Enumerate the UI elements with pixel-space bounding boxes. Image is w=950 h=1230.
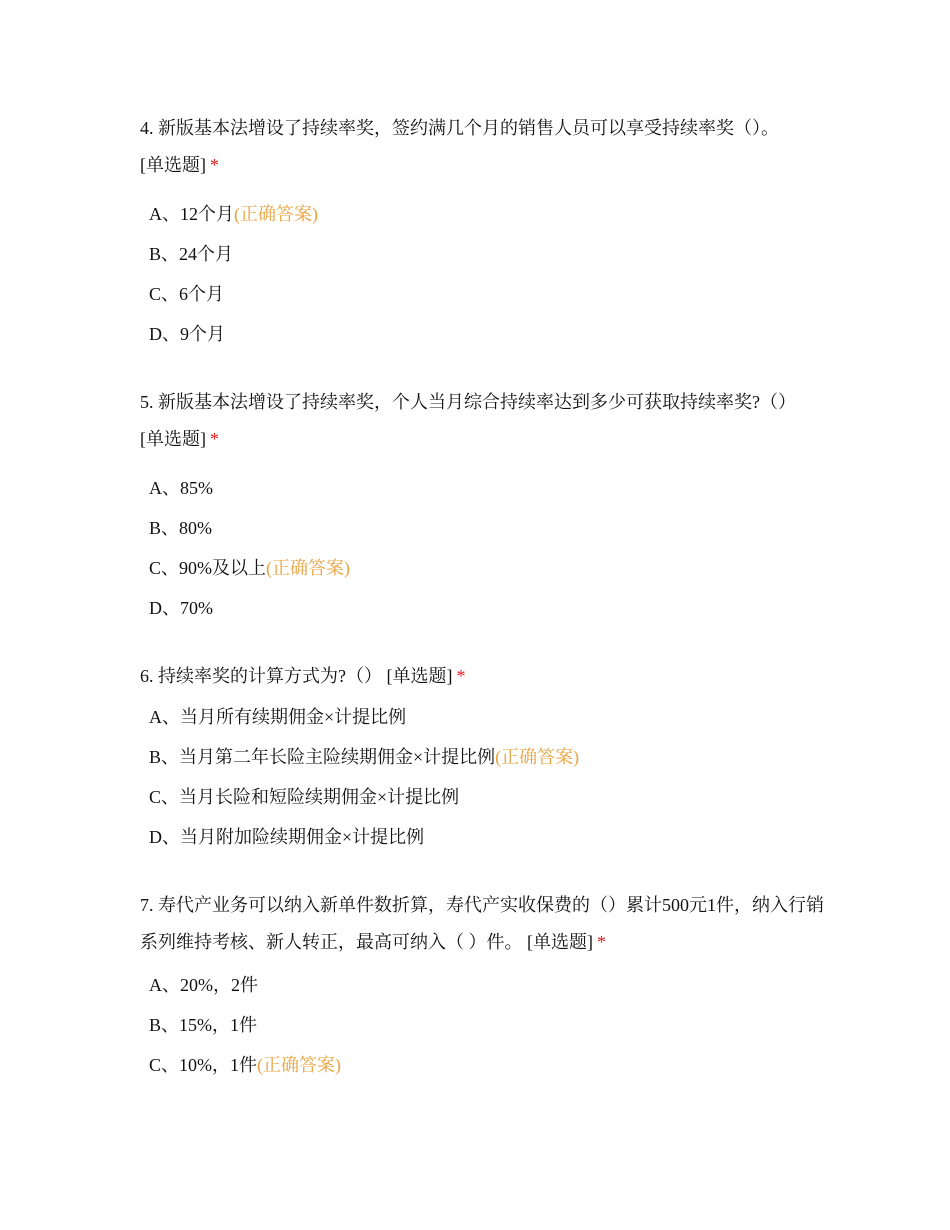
option-list (140, 194, 830, 354)
survey-page (140, 110, 830, 1085)
question-number: 5. (140, 392, 154, 412)
question-7 (140, 887, 830, 1085)
option-list (140, 468, 830, 628)
question-number: 6. (140, 666, 154, 686)
question-text: 持续率奖的计算方式为?（） (158, 666, 382, 686)
correct-answer-tag: (正确答案) (257, 1055, 342, 1075)
question-type: [单选题] (386, 666, 453, 686)
question-title (140, 887, 830, 961)
question-text: 新版基本法增设了持续率奖，签约满几个月的销售人员可以享受持续率奖（）。 (158, 118, 779, 138)
correct-answer-tag: (正确答案) (266, 558, 351, 578)
question-type: [单选题] (140, 429, 206, 449)
option-a: A、当月所有续期佣金×计提比例 (149, 707, 407, 727)
option-b: B、24个月 (149, 244, 234, 264)
correct-answer-tag: (正确答案) (234, 204, 318, 224)
option-c: C、90%及以上(正确答案) (149, 558, 351, 578)
question-4 (140, 110, 830, 354)
question-title (140, 658, 830, 695)
option-c: C、当月长险和短险续期佣金×计提比例 (149, 787, 460, 807)
required-marker: * (210, 429, 219, 449)
required-marker: * (210, 155, 219, 175)
question-title (140, 110, 830, 184)
question-5 (140, 384, 830, 628)
option-b: B、15%，1件 (149, 1015, 258, 1035)
option-c: C、6个月 (149, 284, 225, 304)
question-number: 7. (140, 895, 154, 915)
question-6 (140, 658, 830, 857)
required-marker: * (597, 932, 606, 952)
option-d: D、9个月 (149, 324, 225, 344)
option-list (140, 965, 830, 1085)
question-title (140, 384, 830, 458)
question-type: [单选题] (527, 932, 593, 952)
question-type: [单选题] (140, 155, 206, 175)
option-list (140, 697, 830, 857)
question-text: 新版基本法增设了持续率奖，个人当月综合持续率达到多少可获取持续率奖?（） (158, 392, 796, 412)
option-d: D、70% (149, 598, 213, 618)
option-d: D、当月附加险续期佣金×计提比例 (149, 827, 425, 847)
option-a: A、12个月(正确答案) (149, 204, 318, 224)
option-b: B、当月第二年长险主险续期佣金×计提比例(正确答案) (149, 747, 580, 767)
correct-answer-tag: (正确答案) (495, 747, 580, 767)
option-a: A、85% (149, 478, 213, 498)
option-b: B、80% (149, 518, 213, 538)
question-text: 寿代产业务可以纳入新单件数折算，寿代产实收保费的（）累计500元1件，纳入行销系列维持考核、新人转正，最高可纳入（ ）件。 (140, 895, 824, 952)
option-c: C、10%，1件(正确答案) (149, 1055, 342, 1075)
option-a: A、20%，2件 (149, 975, 258, 995)
question-number: 4. (140, 118, 154, 138)
required-marker: * (456, 666, 466, 686)
